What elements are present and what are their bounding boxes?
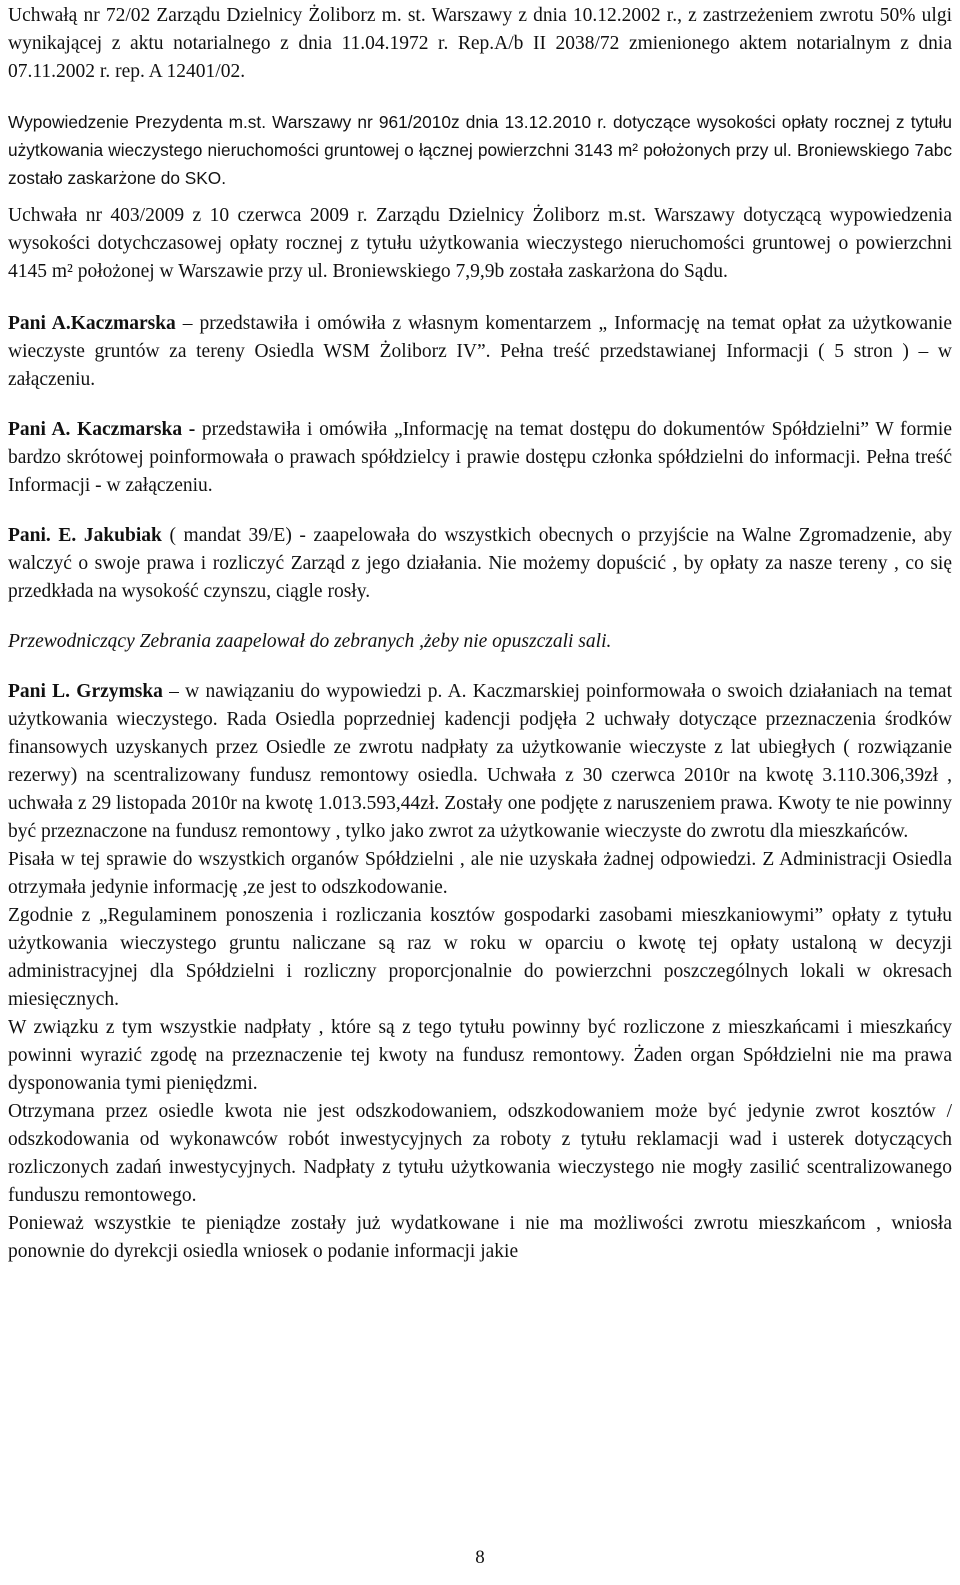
speaker-name: Pani L. Grzymska	[8, 681, 163, 702]
paragraph-jakubiak	[8, 522, 952, 606]
paragraph-resolution-72-02: Uchwałą nr 72/02 Zarządu Dzielnicy Żoliborz m. st. Warszawy z dnia 10.12.2002 r., z zastrzeżeniem zwrotu 50% ulgi wynikającej z aktu notarialnego z dnia 11.04.1972 r. Rep.A/b II 2038/72 zmienionego aktem notarialnym z dnia 07.11.2002 r. rep. A 12401/02.	[8, 5, 952, 82]
paragraph-kaczmarska-access	[8, 416, 952, 500]
speaker-name: .Kaczmarska	[65, 313, 176, 334]
paragraph-chairman-appeal: Przewodniczący Zebrania zaapelował do zebranych ,żeby nie opuszczali sali.	[8, 631, 612, 652]
speaker-name-prefix: Pani A	[8, 313, 66, 334]
paragraph-letters: Pisała w tej sprawie do wszystkich organów Spółdzielni , ale nie uzyskała żadnej odpowiedzi. Z Administracji Osiedla otrzymała jedynie informację ,ze jest to odszkodowanie.	[8, 849, 952, 898]
paragraph-resolution-403-2009: Uchwała nr 403/2009 z 10 czerwca 2009 r. Zarządu Dzielnicy Żoliborz m.st. Warszawy dotyczącą wypowiedzenia wysokości dotychczasowej opłaty rocznej z tytułu użytkowania wieczystego nieruchomości gruntowej o powierzchni 4145 m² położonej w Warszawie przy ul. Broniewskiego 7,9,9b została zaskarżona do Sądu.	[8, 205, 952, 282]
speaker-text: przedstawiła i omówiła „Informację na temat dostępu do dokumentów Spółdzielni” W formie bardzo skrótowej poinformowała o prawach spółdzielcy i prawie dostępu członka spółdzielni do informacji. Pełna treść Informacji - w załączeniu.	[8, 419, 953, 496]
paragraph-compensation: Otrzymana przez osiedle kwota nie jest odszkodowaniem, odszkodowaniem może być jedynie zwrot kosztów / odszkodowania od wykonawców robót inwestycyjnych za roboty z tytułu reklamacji wad i usterek dotyczących rozliczonych zadań inwestycyjnych. Nadpłaty z tytułu użytkowania wieczystego nie mogły zasilić scentralizowanego funduszu remontowego.	[8, 1101, 952, 1206]
paragraph-kaczmarska-fees	[8, 310, 952, 394]
paragraph-overpayments: W związku z tym wszystkie nadpłaty , które są z tego tytułu powinny być rozliczone z mieszkańcami i mieszkańcy powinni wyrazić zgodę na przeznaczenie tej kwoty na fundusz remontowy. Żaden organ Spółdzielni nie ma prawa dysponowania tymi pieniędzmi.	[8, 1017, 952, 1094]
paragraph-regulations: Zgodnie z „Regulaminem ponoszenia i rozliczania kosztów gospodarki zasobami mieszkaniowymi” opłaty z tytułu użytkowania wieczystego gruntu naliczane są raz w roku w oparciu o kwotę tej opłaty ustaloną w decyzji administracyjnej dla Spółdzielni i rozliczny proporcjonalnie do powierzchni poszczególnych lokali w okresach miesięcznych.	[8, 905, 952, 1010]
speaker-name: Pani A. Kaczmarska -	[8, 419, 196, 440]
paragraph-grzymska	[8, 678, 952, 846]
speaker-name: Pani. E. Jakubiak	[8, 525, 162, 546]
paragraph-request: Ponieważ wszystkie te pieniądze zostały już wydatkowane i nie ma możliwości zwrotu mieszkańcom , wniosła ponownie do dyrekcji osiedla wniosek o podanie informacji jakie	[8, 1213, 952, 1262]
paragraph-president-notice: Wypowiedzenie Prezydenta m.st. Warszawy nr 961/2010z dnia 13.12.2010 r. dotyczące wysokości opłaty rocznej z tytułu użytkowania wieczystego nieruchomości gruntowej o łącznej powierzchni 3143 m² położonych przy ul. Broniewskiego 7abc zostało zaskarżone do SKO.	[8, 112, 952, 188]
speaker-text: – w nawiązaniu do wypowiedzi p. A. Kaczmarskiej poinformowała o swoich działaniach na temat użytkowania wieczystego. Rada Osiedla poprzedniej kadencji podjęła 2 uchwały dotyczące przeznaczenia środków finansowych uzyskanych przez Osiedle ze zwrotu nadpłaty za użytkowanie wieczyste z lat ubiegłych ( rozwiązanie rezerwy) na scentralizowany fundusz remontowy osiedla. Uchwała z 30 czerwca 2010r na kwotę 3.110.306,39zł , uchwała z 29 listopada 2010r na kwotę 1.013.593,44zł. Zostały one podjęte z naruszeniem prawa. Kwoty te nie powinny być przeznaczone na fundusz remontowy , tylko jako zwrot za użytkowanie wieczyste do zwrotu dla mieszkańców.	[8, 681, 952, 842]
page-number: 8	[475, 1547, 485, 1568]
speaker-text: – przedstawiła i omówiła z własnym komentarzem „ Informację na temat opłat za użytkowanie wieczyste gruntów za tereny Osiedla WSM Żoliborz IV”. Pełna treść przedstawianej Informacji ( 5 stron ) – w załączeniu.	[8, 313, 952, 390]
speaker-text: ( mandat 39/E) - zaapelowała do wszystkich obecnych o przyjście na Walne Zgromadzenie, aby walczyć o swoje prawa i rozliczyć Zarząd z jego działania. Nie możemy dopuścić , by opłaty za nasze tereny , co się przedkłada na wysokość czynszu, ciągle rosły.	[8, 525, 953, 602]
